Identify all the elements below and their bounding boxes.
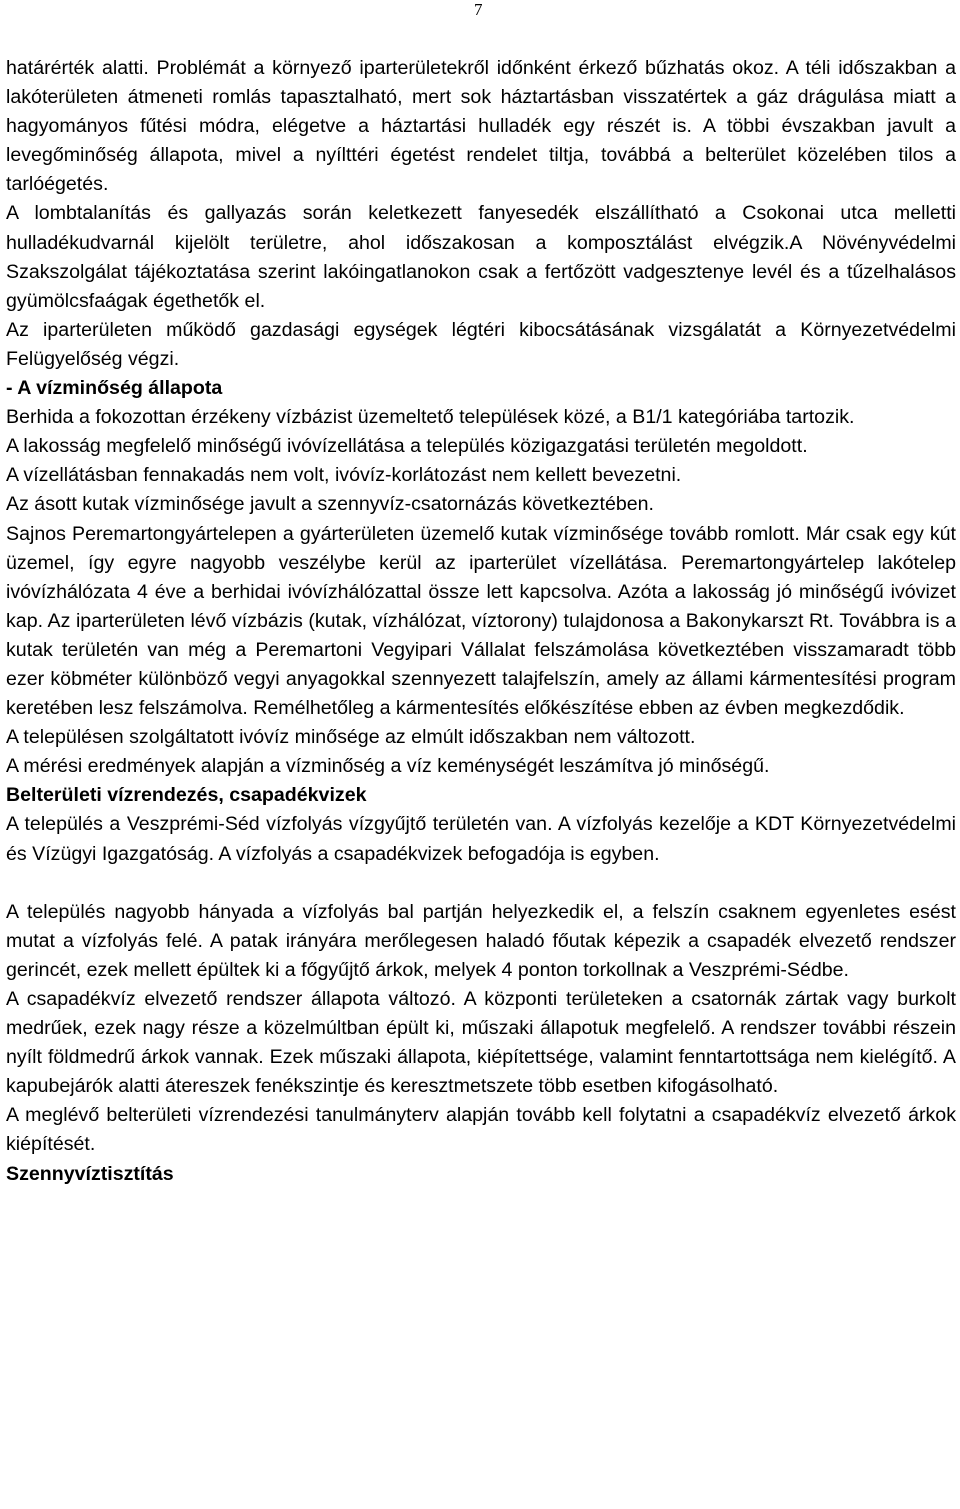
heading-sewage-treatment: Szennyvíztisztítás	[6, 1162, 174, 1185]
paragraph-peremarton: Sajnos Peremartongyártelepen a gyárterületen üzemelő kutak vízminősége tovább romlott. Már csak egy kút üzemel, így egyre nagyobb veszélybe kerül az iparterület vízellátása. Peremartongyártelep lakótelep ivóvízhálózata 4 éve a berhidai ivóvízhálózattal össze lett kapcsolva. Azóta a lakosság jó minőségű ivóvizet kap. Az iparterületen lévő vízbázis (kutak, vízhálózat, víztorony) tulajdonosa a Bakonykarszt Rt. Továbbra is a kutak területén van még a Peremartoni Vegyipari Vállalat felszámolása következtében visszamaradt több ezer köbméter különböző vegyi anyagokkal szennyezett talajfelszín, amely az állami kármentesítési program keretében lesz felszámolva. Remélhetőleg a kármentesítés előkészítése ebben az évben megkezdődik.	[6, 522, 956, 720]
paragraph-wells: Az ásott kutak vízminősége javult a szennyvíz-csatornázás következtében.	[6, 493, 655, 516]
paragraph-no-interruption: A vízellátásban fennakadás nem volt, ivóvíz-korlátozást nem kellett bevezetni.	[6, 464, 682, 487]
document-body	[6, 54, 956, 1189]
paragraph-industrial-emissions: Az iparterületen működő gazdasági egységek légtéri kibocsátásának vizsgálatát a Környezetvédelmi Felügyelőség végzi.	[6, 318, 956, 370]
paragraph-leaf-removal: A lombtalanítás és gallyazás során keletkezett fanyesedék elszállítható a Csokonai utca melletti hulladékudvarnál kijelölt területre, ahol időszakosan a komposztálást elvégzik.A Növényvédelmi Szakszolgálat tájékoztatása szerint lakóingatlanokon csak a fertőzött vadgesztenye levél és a tűzelhalásos gyümölcsfaágak égethetők el.	[6, 202, 956, 312]
paragraph-drinking-water-quality: A településen szolgáltatott ivóvíz minősége az elmúlt időszakban nem változott.	[6, 726, 696, 749]
page-number: 7	[474, 0, 483, 19]
paragraph-catchment: A település a Veszprémi-Séd vízfolyás vízgyűjtő területén van. A vízfolyás kezelője a KDT Környezetvédelmi és Vízügyi Igazgatóság. A vízfolyás a csapadékvizek befogadója is egyben.	[6, 813, 956, 865]
paragraph-drainage-state: A csapadékvíz elvezető rendszer állapota változó. A központi területeken a csatornák zártak vagy burkolt medrűek, ezek nagy része a közelmúltban épült ki, műszaki állapotuk megfelelő. A rendszer további részein nyílt földmedrű árkok vannak. Ezek műszaki állapota, kiépítettsége, valamint fenntartottsága nem kielégítő. A kapubejárók alatti átereszek fenékszintje és keresztmetszete több esetben kifogásolható.	[6, 988, 956, 1098]
heading-drainage: Belterületi vízrendezés, csapadékvizek	[6, 784, 367, 807]
paragraph-terrain: A település nagyobb hányada a vízfolyás bal partján helyezkedik el, a felszín csaknem egyenletes esést mutat a vízfolyás felé. A patak irányára merőlegesen haladó főutak képezik a csapadék elvezető rendszer gerincét, ezek mellett épültek ki a főgyűjtő árkok, melyek 4 ponton torkollnak a Veszprémi-Sédbe.	[6, 900, 956, 981]
heading-water-quality: - A vízminőség állapota	[6, 377, 223, 400]
blank-line	[6, 869, 956, 898]
paragraph-measurements: A mérési eredmények alapján a vízminőség a víz keménységét leszámítva jó minőségű.	[6, 755, 770, 778]
paragraph-water-base: Berhida a fokozottan érzékeny vízbázist üzemeltető települések közé, a B1/1 kategóriába tartozik.	[6, 406, 855, 429]
paragraph-water-supply: A lakosság megfelelő minőségű ivóvízellátása a település közigazgatási területén megoldott.	[6, 435, 808, 458]
paragraph-air-quality: határérték alatti. Problémát a környező iparterületekről időnként érkező bűzhatás okoz. A téli időszakban a lakóterületen átmeneti romlás tapasztalható, mert sok háztartásban visszatértek a gáz drágulása miatt a hagyományos fűtési módra, elégetve a háztartási hulladék egy részét is. A többi évszakban javult a levegőminőség állapota, mivel a nyílttéri égetést rendelet tiltja, továbbá a belterület közelében tilos a tarlóégetés.	[6, 57, 956, 196]
paragraph-drainage-plan: A meglévő belterületi vízrendezési tanulmányterv alapján tovább kell folytatni a csapadékvíz elvezető árkok kiépítését.	[6, 1104, 956, 1156]
